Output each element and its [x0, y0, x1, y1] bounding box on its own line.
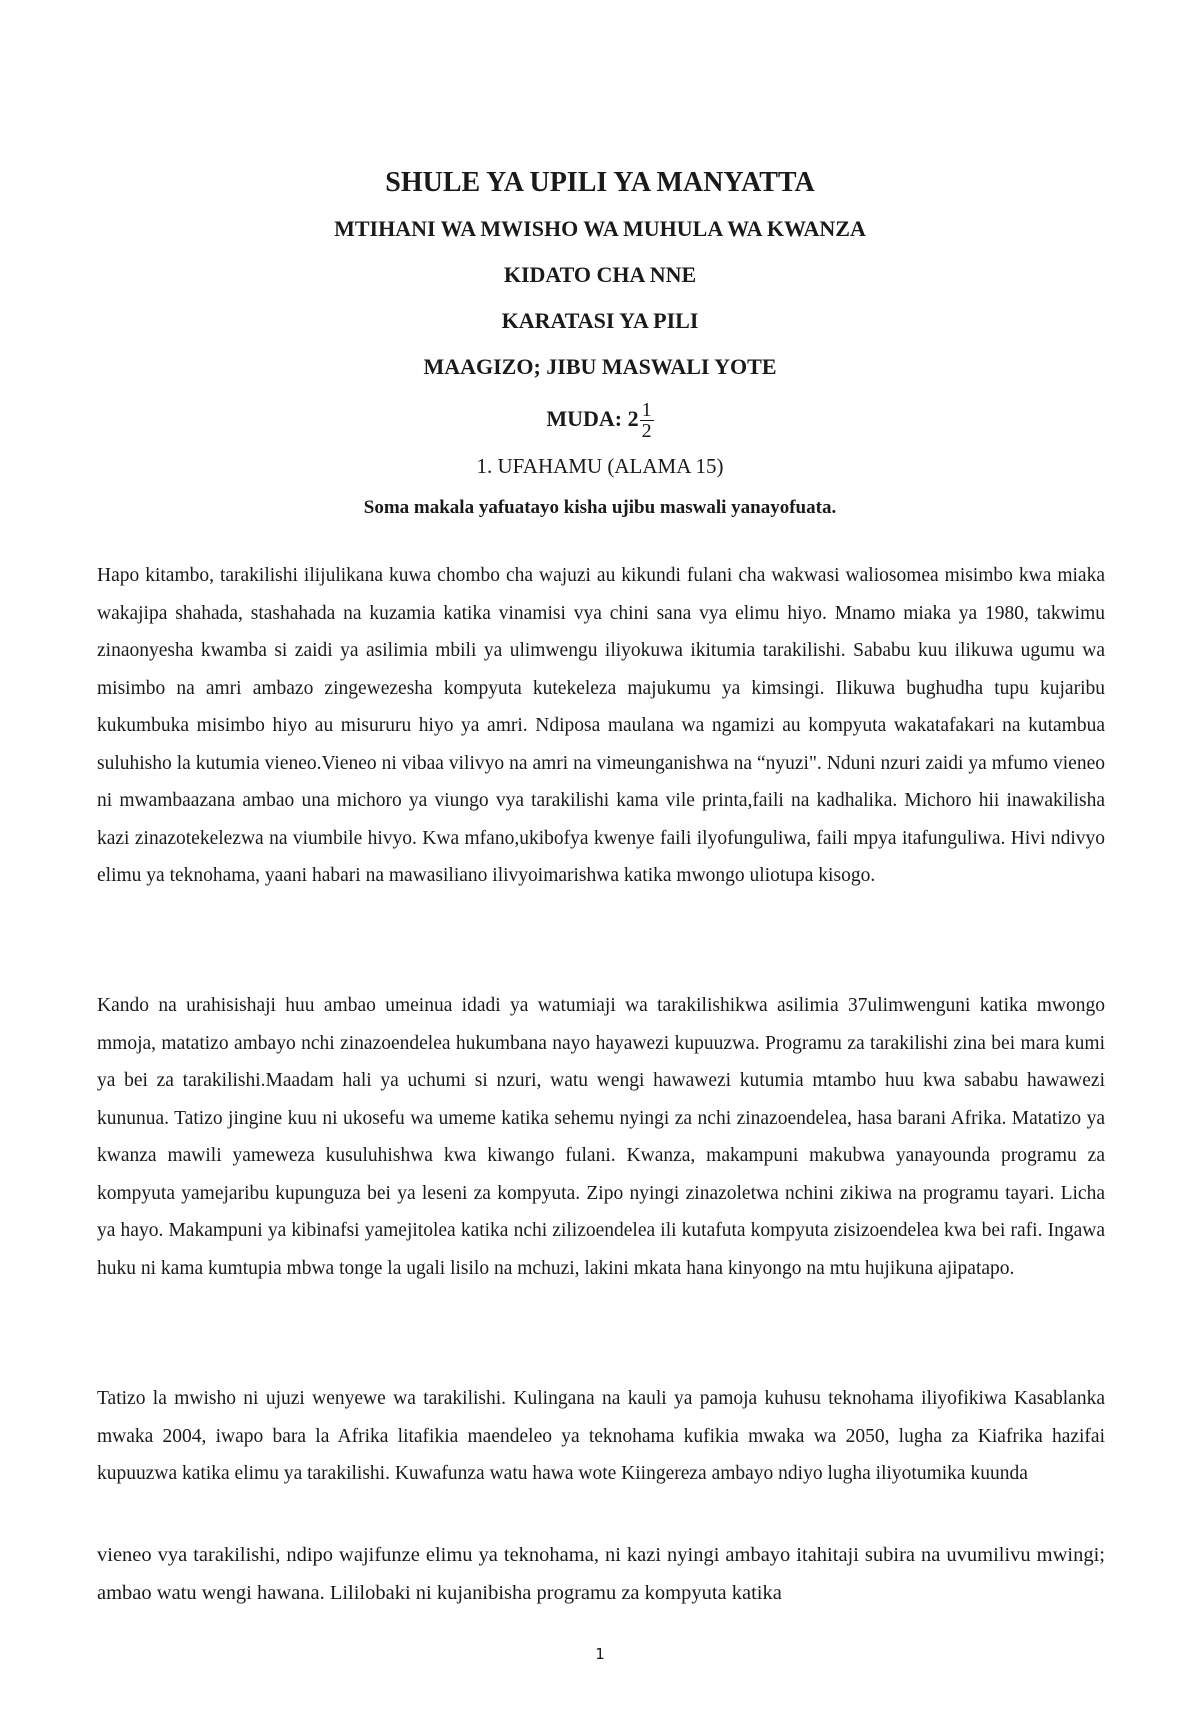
duration-label: MUDA: 2: [546, 406, 639, 431]
passage-paragraph: Kando na urahisishaji huu ambao umeinua idadi ya watumiaji wa tarakilishikwa asilimia 37ulimwenguni katika mwongo mmoja, matatizo ambayo nchi zinazoendelea hukumbana nayo hayawezi kupuuzwa. Programu za tarakilishi zina bei mara kumi ya bei za tarakilishi.Maadam hali ya uchumi si nzuri, watu wengi hawawezi kutumia mtambo huu kwa sababu hawawezi kununua. Tatizo jingine kuu ni ukosefu wa umeme katika sehemu nyingi za nchi zinazoendelea, hasa barani Afrika. Matatizo ya kwanza mawili yameweza kusuluhishwa kwa kiwango fulani. Kwanza, makampuni makubwa yanayounda programu za kompyuta yamejaribu kupunguza bei ya leseni za kompyuta. Zipo nyingi zinazoletwa nchini zikiwa na programu tayari. Licha ya hayo. Makampuni ya kibinafsi yamejitolea katika nchi zilizoendelea ili kutafuta kompyuta zisizoendelea kwa bei rafi. Ingawa huku ni kama kumtupia mbwa tonge la ugali lisilo na mchuzi, lakini mkata hana kinyongo na mtu hujikuna ajipatapo.: [97, 995, 1105, 1279]
passage-paragraph: Hapo kitambo, tarakilishi ilijulikana kuwa chombo cha wajuzi au kikundi fulani cha wakwasi waliosomea misimbo kwa miaka wakajipa shahada, stashahada na kuzamia katika vinamisi vya chini sana vya elimu hiyo. Mnamo miaka ya 1980, takwimu zinaonyesha kwamba si zaidi ya asilimia mbili ya ulimwengu iliyokuwa ikitumia tarakilishi. Sababu kuu ilikuwa ugumu wa misimbo na amri ambazo zingewezesha kompyuta kutekeleza majukumu ya kimsingi. Ilikuwa bughudha tupu kujaribu kukumbuka misimbo hiyo au misururu hiyo ya amri. Ndiposa maulana wa ngamizi au kompyuta wakatafakari na kutambua suluhisho la kutumia vieneo.Vieneo ni vibaa vilivyo na amri na vimeunganishwa na “nyuzi". Nduni nzuri zaidi ya mfumo vieneo ni mwambaazana ambao una michoro ya viungo vya tarakilishi kama vile printa,faili na kadhalika. Michoro hii inawakilisha kazi zinazotekelezwa na viumbile hivyo. Kwa mfano,ukibofya kwenye faili ilyofunguliwa, faili mpya itafunguliwa. Hivi ndivyo elimu ya teknohama, yaani habari na mawasiliano ilivyoimarishwa katika mwongo uliotupa kisogo.: [97, 565, 1105, 886]
fraction-numerator: 1: [641, 399, 652, 422]
exam-instructions: MAAGIZO; JIBU MASWALI YOTE: [423, 354, 777, 379]
form-level: KIDATO CHA NNE: [503, 262, 697, 287]
passage-paragraph: vieneo vya tarakilishi, ndipo wajifunze elimu ya teknohama, ni kazi nyingi ambayo itahitaji subira na uvumilivu mwingi; ambao watu wengi hawana. Lililobaki ni kujanibisha programu za kompyuta katika: [97, 1544, 1105, 1604]
fraction-denominator: 2: [641, 420, 652, 443]
exam-header: [0, 160, 1200, 528]
passage-paragraph: Tatizo la mwisho ni ujuzi wenyewe wa tarakilishi. Kulingana na kauli ya pamoja kuhusu teknohama iliyofikiwa Kasablanka mwaka 2004, iwapo bara la Afrika litafikia maendeleo ya teknohama kufikia mwaka wa 2050, lugha za Kiafrika hazifai kupuuzwa katika elimu ya tarakilishi. Kuwafunza watu hawa wote Kiingereza ambayo ndiyo lugha iliyotumika kuunda: [97, 1388, 1105, 1484]
duration-fraction: [640, 400, 654, 441]
section-instruction: Soma makala yafuatayo kisha ujibu maswali yanayofuata.: [363, 497, 837, 518]
exam-title: MTIHANI WA MWISHO WA MUHULA WA KWANZA: [334, 216, 866, 241]
paper-name: KARATASI YA PILI: [501, 308, 699, 333]
page-number: 1: [595, 1645, 605, 1663]
school-name: SHULE YA UPILI YA MANYATTA: [385, 167, 815, 198]
section-title: 1. UFAHAMU (ALAMA 15): [476, 454, 724, 478]
duration: [0, 394, 1200, 444]
